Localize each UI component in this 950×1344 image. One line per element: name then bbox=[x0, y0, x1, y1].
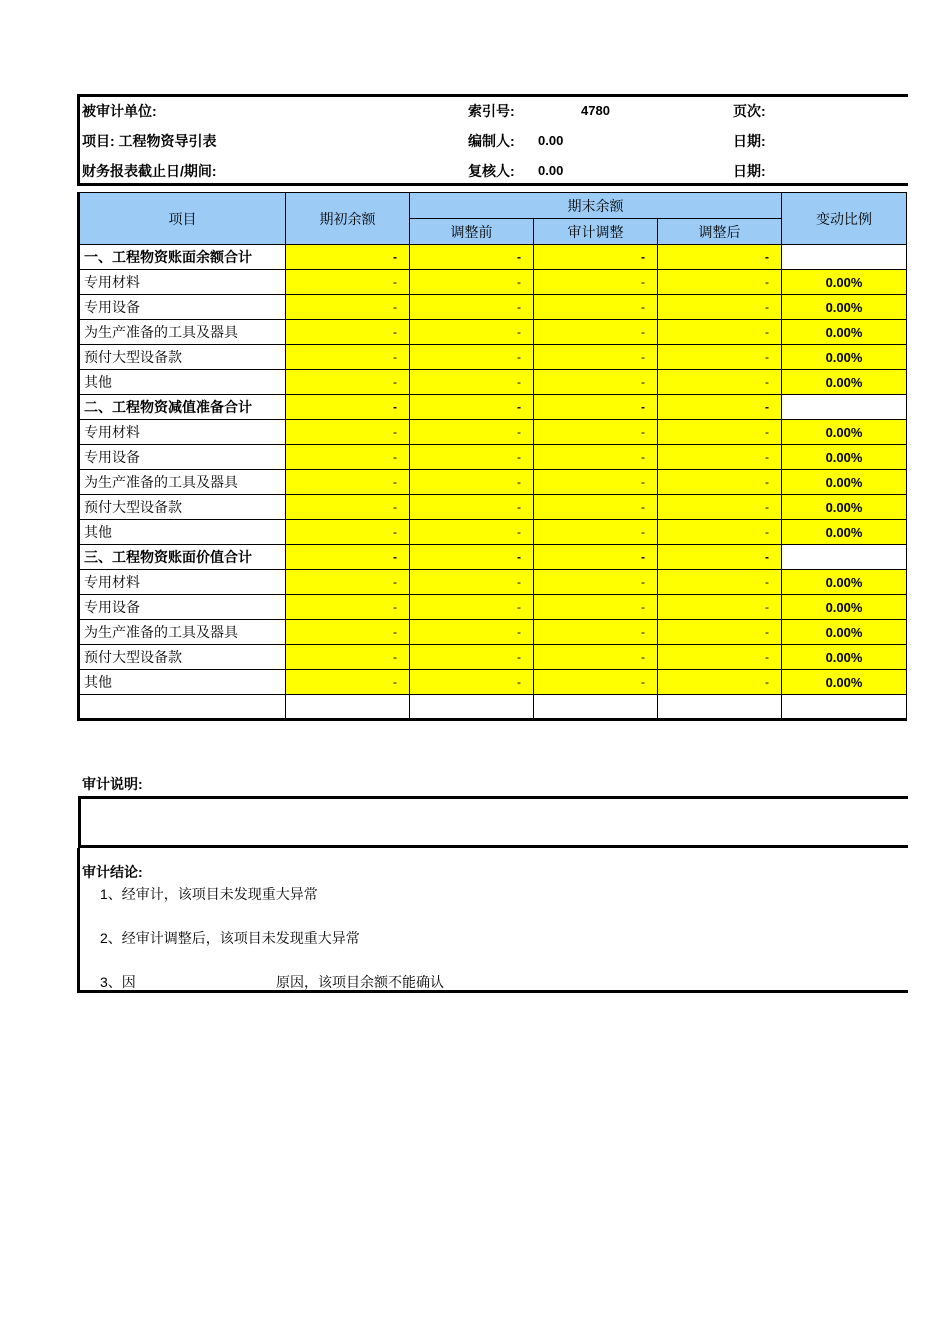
project-label: 项目: 工程物资导引表 bbox=[82, 133, 217, 149]
cell-before-adj: - bbox=[410, 620, 534, 645]
table-row bbox=[79, 445, 907, 470]
conclusion-label: 审计结论: bbox=[82, 864, 143, 880]
cell-audit-adj: - bbox=[534, 670, 658, 695]
cell-before-adj: - bbox=[410, 470, 534, 495]
table-row bbox=[79, 295, 907, 320]
cell-change: 0.00% bbox=[782, 270, 907, 295]
cell-audit-adj: - bbox=[534, 320, 658, 345]
empty-cell bbox=[410, 695, 534, 720]
col-opening-header: 期初余额 bbox=[286, 193, 410, 245]
cell-opening: - bbox=[286, 245, 410, 270]
cell-change: 0.00% bbox=[782, 445, 907, 470]
cell-after-adj: - bbox=[658, 420, 782, 445]
cell-change: 0.00% bbox=[782, 495, 907, 520]
table-row bbox=[79, 545, 907, 570]
table-row bbox=[79, 520, 907, 545]
cell-opening: - bbox=[286, 420, 410, 445]
table-row bbox=[79, 270, 907, 295]
conclusion-item-3-suffix: 原因，该项目余额不能确认 bbox=[276, 974, 444, 990]
col-audit-adj-header: 审计调整 bbox=[534, 219, 658, 245]
row-label: 二、工程物资减值准备合计 bbox=[79, 395, 286, 420]
cell-opening: - bbox=[286, 320, 410, 345]
cell-opening: - bbox=[286, 495, 410, 520]
cell-audit-adj: - bbox=[534, 270, 658, 295]
cell-before-adj: - bbox=[410, 670, 534, 695]
table-row-empty bbox=[79, 695, 907, 720]
preparer-label: 编制人: bbox=[468, 133, 515, 149]
empty-cell bbox=[658, 695, 782, 720]
cell-opening: - bbox=[286, 345, 410, 370]
cell-before-adj: - bbox=[410, 395, 534, 420]
empty-cell bbox=[534, 695, 658, 720]
cell-after-adj: - bbox=[658, 470, 782, 495]
table-row bbox=[79, 470, 907, 495]
cell-opening: - bbox=[286, 270, 410, 295]
cell-audit-adj: - bbox=[534, 345, 658, 370]
cell-before-adj: - bbox=[410, 295, 534, 320]
row-label: 预付大型设备款 bbox=[79, 345, 286, 370]
row-label: 专用材料 bbox=[79, 570, 286, 595]
audit-note-label: 审计说明: bbox=[82, 776, 143, 792]
cell-change: 0.00% bbox=[782, 595, 907, 620]
row-label: 专用设备 bbox=[79, 295, 286, 320]
table-row bbox=[79, 320, 907, 345]
row-label: 其他 bbox=[79, 370, 286, 395]
cell-change: 0.00% bbox=[782, 320, 907, 345]
cell-before-adj: - bbox=[410, 545, 534, 570]
row-label: 其他 bbox=[79, 520, 286, 545]
cell-after-adj: - bbox=[658, 270, 782, 295]
cell-audit-adj: - bbox=[534, 595, 658, 620]
date-label-2: 日期: bbox=[733, 163, 766, 179]
cell-change: 0.00% bbox=[782, 620, 907, 645]
cell-audit-adj: - bbox=[534, 470, 658, 495]
audited-unit-label: 被审计单位: bbox=[82, 103, 157, 119]
col-closing-group-header: 期末余额 bbox=[410, 193, 782, 219]
cell-change: 0.00% bbox=[782, 670, 907, 695]
cell-audit-adj: - bbox=[534, 295, 658, 320]
cell-after-adj: - bbox=[658, 645, 782, 670]
cell-opening: - bbox=[286, 295, 410, 320]
row-label: 为生产准备的工具及器具 bbox=[79, 620, 286, 645]
col-before-adj-header: 调整前 bbox=[410, 219, 534, 245]
cell-after-adj: - bbox=[658, 495, 782, 520]
cell-opening: - bbox=[286, 520, 410, 545]
cell-change: 0.00% bbox=[782, 295, 907, 320]
empty-cell bbox=[286, 695, 410, 720]
conclusion-box bbox=[77, 848, 908, 993]
row-label: 专用设备 bbox=[79, 595, 286, 620]
reviewer-label: 复核人: bbox=[468, 163, 515, 179]
empty-cell bbox=[79, 695, 286, 720]
cell-opening: - bbox=[286, 370, 410, 395]
table-row bbox=[79, 570, 907, 595]
cell-change: 0.00% bbox=[782, 570, 907, 595]
row-label: 其他 bbox=[79, 670, 286, 695]
preparer-value: 0.00 bbox=[538, 133, 564, 148]
cell-after-adj: - bbox=[658, 520, 782, 545]
table-row bbox=[79, 495, 907, 520]
cell-after-adj: - bbox=[658, 345, 782, 370]
cell-after-adj: - bbox=[658, 245, 782, 270]
lead-schedule-table bbox=[77, 192, 907, 721]
cell-change bbox=[782, 545, 907, 570]
table-row bbox=[79, 370, 907, 395]
cell-before-adj: - bbox=[410, 270, 534, 295]
cell-audit-adj: - bbox=[534, 620, 658, 645]
cell-before-adj: - bbox=[410, 370, 534, 395]
cell-before-adj: - bbox=[410, 445, 534, 470]
cell-after-adj: - bbox=[658, 570, 782, 595]
cell-change bbox=[782, 395, 907, 420]
table-row bbox=[79, 620, 907, 645]
cell-after-adj: - bbox=[658, 320, 782, 345]
cell-opening: - bbox=[286, 395, 410, 420]
table-row bbox=[79, 595, 907, 620]
cell-change: 0.00% bbox=[782, 645, 907, 670]
row-label: 为生产准备的工具及器具 bbox=[79, 320, 286, 345]
cell-audit-adj: - bbox=[534, 370, 658, 395]
cell-after-adj: - bbox=[658, 395, 782, 420]
cell-opening: - bbox=[286, 670, 410, 695]
cell-audit-adj: - bbox=[534, 520, 658, 545]
cell-before-adj: - bbox=[410, 570, 534, 595]
cell-change bbox=[782, 245, 907, 270]
table-body bbox=[79, 193, 907, 720]
row-label: 三、工程物资账面价值合计 bbox=[79, 545, 286, 570]
table-row bbox=[79, 645, 907, 670]
audit-note-box bbox=[78, 796, 908, 848]
row-label: 专用材料 bbox=[79, 420, 286, 445]
cell-opening: - bbox=[286, 595, 410, 620]
table-row bbox=[79, 670, 907, 695]
cell-before-adj: - bbox=[410, 595, 534, 620]
cell-audit-adj: - bbox=[534, 420, 658, 445]
page-label: 页次: bbox=[733, 103, 766, 119]
cell-before-adj: - bbox=[410, 645, 534, 670]
cell-audit-adj: - bbox=[534, 445, 658, 470]
row-label: 为生产准备的工具及器具 bbox=[79, 470, 286, 495]
cell-change: 0.00% bbox=[782, 370, 907, 395]
cell-after-adj: - bbox=[658, 445, 782, 470]
cell-change: 0.00% bbox=[782, 470, 907, 495]
cell-opening: - bbox=[286, 570, 410, 595]
cell-opening: - bbox=[286, 620, 410, 645]
period-label: 财务报表截止日/期间: bbox=[82, 163, 217, 179]
cell-after-adj: - bbox=[658, 370, 782, 395]
empty-cell bbox=[782, 695, 907, 720]
table-row bbox=[79, 395, 907, 420]
cell-opening: - bbox=[286, 545, 410, 570]
table-row bbox=[79, 245, 907, 270]
row-label: 预付大型设备款 bbox=[79, 645, 286, 670]
table-header-row-1 bbox=[79, 193, 907, 219]
col-after-adj-header: 调整后 bbox=[658, 219, 782, 245]
cell-after-adj: - bbox=[658, 670, 782, 695]
row-label: 一、工程物资账面余额合计 bbox=[79, 245, 286, 270]
cell-opening: - bbox=[286, 645, 410, 670]
cell-before-adj: - bbox=[410, 320, 534, 345]
cell-audit-adj: - bbox=[534, 645, 658, 670]
cell-after-adj: - bbox=[658, 620, 782, 645]
reviewer-value: 0.00 bbox=[538, 163, 564, 178]
cell-before-adj: - bbox=[410, 520, 534, 545]
cell-after-adj: - bbox=[658, 545, 782, 570]
cell-opening: - bbox=[286, 470, 410, 495]
cell-audit-adj: - bbox=[534, 395, 658, 420]
col-item-header: 项目 bbox=[79, 193, 286, 245]
table-row bbox=[79, 420, 907, 445]
row-label: 专用设备 bbox=[79, 445, 286, 470]
row-label: 预付大型设备款 bbox=[79, 495, 286, 520]
cell-audit-adj: - bbox=[534, 545, 658, 570]
cell-audit-adj: - bbox=[534, 245, 658, 270]
cell-change: 0.00% bbox=[782, 420, 907, 445]
cell-audit-adj: - bbox=[534, 570, 658, 595]
cell-after-adj: - bbox=[658, 595, 782, 620]
date-label-1: 日期: bbox=[733, 133, 766, 149]
conclusion-item-2: 2、经审计调整后，该项目未发现重大异常 bbox=[100, 930, 360, 946]
cell-audit-adj: - bbox=[534, 495, 658, 520]
cell-before-adj: - bbox=[410, 245, 534, 270]
index-label: 索引号: bbox=[468, 103, 515, 119]
cell-after-adj: - bbox=[658, 295, 782, 320]
conclusion-item-3-prefix: 3、因 bbox=[100, 974, 136, 990]
cell-before-adj: - bbox=[410, 495, 534, 520]
cell-change: 0.00% bbox=[782, 345, 907, 370]
table-row bbox=[79, 345, 907, 370]
cell-before-adj: - bbox=[410, 420, 534, 445]
cell-before-adj: - bbox=[410, 345, 534, 370]
index-value: 4780 bbox=[581, 103, 610, 118]
cell-opening: - bbox=[286, 445, 410, 470]
cell-change: 0.00% bbox=[782, 520, 907, 545]
conclusion-item-1: 1、经审计，该项目未发现重大异常 bbox=[100, 886, 318, 902]
col-change-header: 变动比例 bbox=[782, 193, 907, 245]
row-label: 专用材料 bbox=[79, 270, 286, 295]
